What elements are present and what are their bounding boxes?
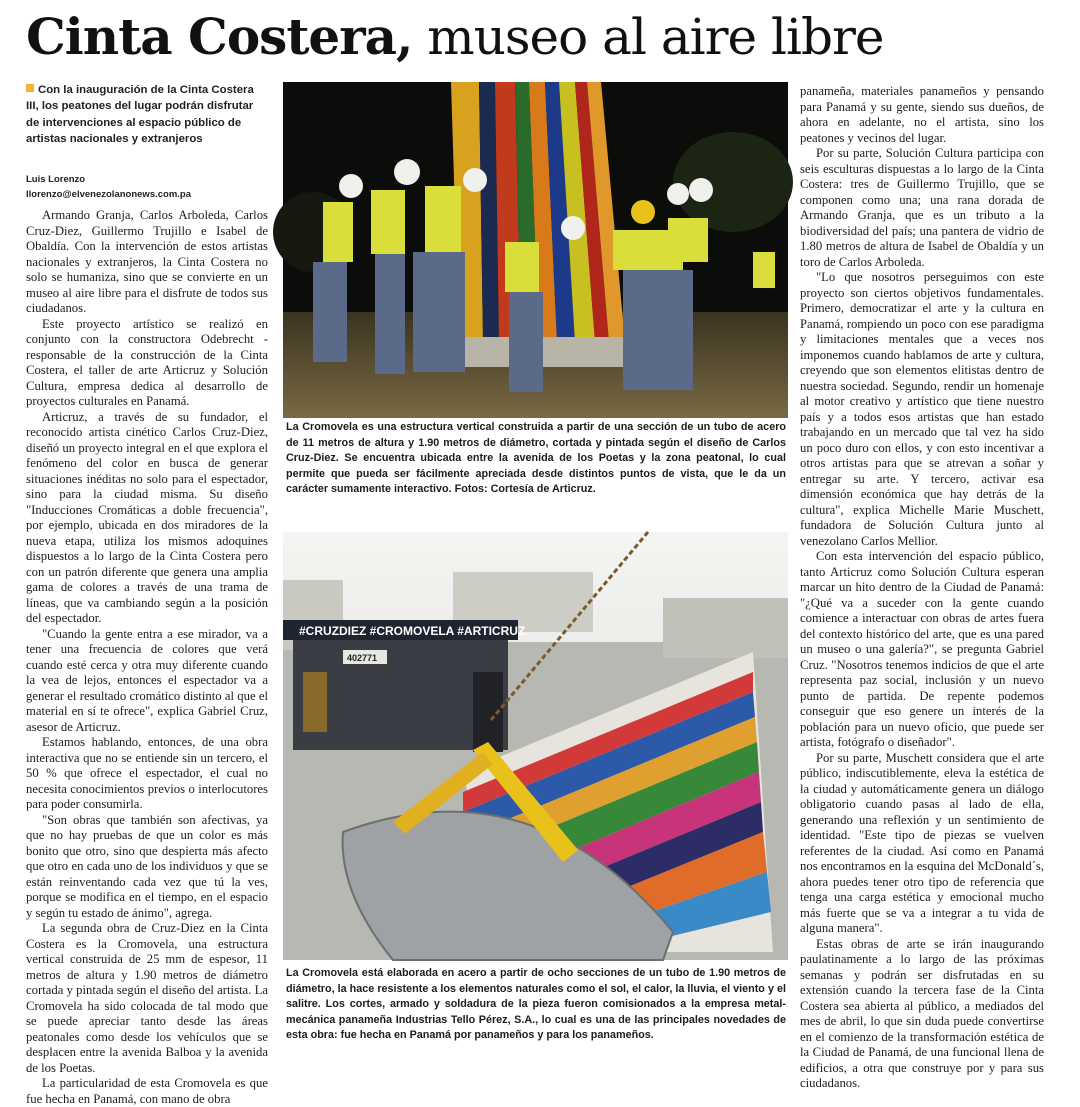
paragraph: Estas obras de arte se irán inaugurando paulatinamente a lo largo de las próximas semanas y podrán ser disfrutadas en su extensión cuando la tercera fase de la Cinta Costera sea abierta al público, a mediados del mes de abril, lo que sin duda puede convertirse en el comienzo de la transformación estética de la Ciudad de Panamá, de una funcional llena de edificios, a otra que construye por y para sus ciudadanos. xyxy=(800,936,1044,1090)
paragraph: "Son obras que también son afectivas, ya que no hay pruebas de que un color es más bonito que otro, sino que despierta más afecto que otro en cada uno de los individuos y que se están reinventando cada vez que tú la ves, porque se modifica en el tiempo, en el espacio y según tu estado de ánimo", agrega. xyxy=(26,812,268,920)
headline-light-part: museo al aire libre xyxy=(412,8,884,66)
photo-cromovela-installation xyxy=(283,82,788,418)
article-headline xyxy=(26,2,1066,72)
truck-plate-text: 402771 xyxy=(347,653,378,663)
author-name: Luis Lorenzo xyxy=(26,174,86,185)
headline-bold-part: Cinta Costera, xyxy=(26,7,413,66)
paragraph: Este proyecto artístico se realizó en conjunto con la constructora Odebrecht -responsable de la construcción de la Cinta Costera, el taller de arte Articruz y Solución Cultura, empresa dedica al desarrollo de proyectos culturales en Panamá. xyxy=(26,316,268,408)
paragraph: Por su parte, Solución Cultura participa con seis esculturas dispuestas a lo largo de la Cinta Costera: tres de Guillermo Trujillo, que se componen como una; una rana dorada de Armando Granja, que es un tributo a la biodiversidad del país; una pantera de vidrio de 1.80 metros de altura de Isabel de Obaldía y un toro de Carlos Arboleda. xyxy=(800,146,1044,269)
truck-sign-text: #CRUZDIEZ #CROMOVELA #ARTICRUZ xyxy=(299,624,526,638)
photo-caption-1: La Cromovela es una estructura vertical construida a partir de una sección de un tubo de acero de 11 metros de altura y 1.90 metros de diámetro, cortada y pintada según el diseño de Carlos Cruz-Diez. Se encuentra ubicada entre la avenida de los Poetas y la zona peatonal, lo cual permite que pueda ser fácilmente apreciada desde distintos puntos de vista, que le da un carácter sumamente interactivo. Fotos: Cortesía de Articruz. xyxy=(286,421,786,495)
author-email: llorenzo@elvenezolanonews.com.pa xyxy=(26,189,191,200)
paragraph: Armando Granja, Carlos Arboleda, Carlos Cruz-Diez, Guillermo Trujillo e Isabel de Obaldía. Con la intervención de estos artistas nacionales y extranjeros, la Cinta Costera no solo se humaniza, sino que se convierte en un museo al aire libre para el disfrute de todos sus ciudadanos. xyxy=(26,208,268,315)
paragraph: "Cuando la gente entra a ese mirador, va a tener una frecuencia de colores que verá cuando esté cerca y otra muy diferente cuando la vea de lejos, entonces el espectador va a generar el resultado cromático distinto al que el material en sí te ofrece", explica Gabriel Cruz, asesor de Articruz. xyxy=(26,626,268,734)
article-summary xyxy=(26,82,264,147)
paragraph: Con esta intervención del espacio público, tanto Articruz como Solución Cultura esperan marcar un hito dentro de la Ciudad de Panamá: "¿Qué va a suceder con la gente cuando comience a interactuar con obras de artes fuera del contexto histórico del arte, que es una pared un museo o una galería?", se pregunta Gabriel Cruz. "Nosotros tenemos indicios de que el arte representa paz social, inclusión y un nuevo punto de partida. De repente podemos conseguir que eso genere un interés de la población para un nuevo oficio, que puede ser artista, fotógrafo o diseñador". xyxy=(800,549,1044,749)
yellow-square-icon xyxy=(26,84,34,92)
paragraph: Estamos hablando, entonces, de una obra interactiva que no se entiende sin un tercero, el 50 % que ofrece el espectador, el cual no necesita conocimientos previos o interlocutores para poder consumirla. xyxy=(26,735,268,811)
paragraph: Por su parte, Muschett considera que el arte público, indiscutiblemente, eleva la estética de la ciudad y automáticamente genera un diálogo obligatorio cuando pasas al lado de ella, generando una reflexión y un sentimiento de identidad. "Este tipo de piezas se vuelven referentes de la ciudad. Así como en Panamá nos encontramos en la esquina del McDonald´s, ahora puedes tener otro tipo de referencia que tenga una carga estética y emocional mucho más fuerte que se va a integrar a tu vida de alguna manera". xyxy=(800,750,1044,935)
paragraph: panameña, materiales panameños y pensando para Panamá y su gente, siendo sus dueños, de ahora en adelante, no el artista, sino los peatones y vecinos del lugar. xyxy=(800,84,1044,145)
byline xyxy=(26,172,276,202)
article-column-1 xyxy=(26,208,268,1106)
paragraph: La particularidad de esta Cromovela es que fue hecha en Panamá, con mano de obra xyxy=(26,1076,268,1106)
summary-text: Con la inauguración de la Cinta Costera III, los peatones del lugar podrán disfrutar de intervenciones al espacio público de artistas nacionales y extranjeros xyxy=(26,84,254,145)
photo-cromovela-section xyxy=(283,532,788,960)
paragraph: "Lo que nosotros perseguimos con este proyecto son ciertos objetivos fundamentales. Primero, democratizar el arte y la cultura en Panamá, rompiendo un poco con ese paradigma y limitaciones mentales que a veces nos imponemos cuando hablamos de arte y cultura, creyendo que son elementos elitistas dentro de nuestra sociedad. Segundo, rendir un homenaje al motor creativo y artístico que tiene nuestro país y a todos esos artistas que han estado trabajando en un mercado que tal vez ha sido un poco duro con ellos, y con esto incentivar a otros artistas para que se atrevan a soñar y entregar su arte. Y tercero, activar esa dimensión económica que hay detrás de la cultura", explica Michelle Marie Muschett, fundadora de Solución Cultura junto al venezolano Carlos Mellior. xyxy=(800,270,1044,548)
photo-caption-2: La Cromovela está elaborada en acero a partir de ocho secciones de un tubo de 1.90 metros de diámetro, la hace resistente a los elementos naturales como el sol, el calor, la lluvia, el viento y el salitre. Los cortes, armado y soldadura de la pieza fueron comisionados a la empresa metal-mecánica panameña Industrias Tello Pérez, S.A., lo cual es una de las principales novedades de esta obra: fue hecha en Panamá por panameños y para los panameños. xyxy=(286,967,786,1041)
paragraph: La segunda obra de Cruz-Diez en la Cinta Costera es la Cromovela, una estructura vertical construida de 25 mm de espesor, 11 metros de altura y 1.90 metros de diámetro cortada y pintada según el diseño del artista. La Cromovela ha sido colocada de tal modo que se puede apreciar tanto desde las áreas peatonales como desde los vehículos que se desplacen entre la avenida Balboa y la avenida de los Poetas. xyxy=(26,921,268,1075)
article-column-3 xyxy=(800,84,1044,1090)
paragraph: Articruz, a través de su fundador, el reconocido artista cinético Carlos Cruz-Diez, diseñó un proyecto integral en el que explora el fenómeno del color en busca de generar situaciones inéditas no solo para el espectador, sino para la ciudad misma. Su diseño "Inducciones Cromáticas a doble frecuencia", por ejemplo, ubicada en dos miradores de la nueva etapa, utiliza los mismos adoquines dispuestos a lo largo de la Cinta Costera pero con un patrón diferente que genera una amplia gama de colores a través de una trama de líneas, que va cambiando según a la posición del espectador. xyxy=(26,409,268,625)
